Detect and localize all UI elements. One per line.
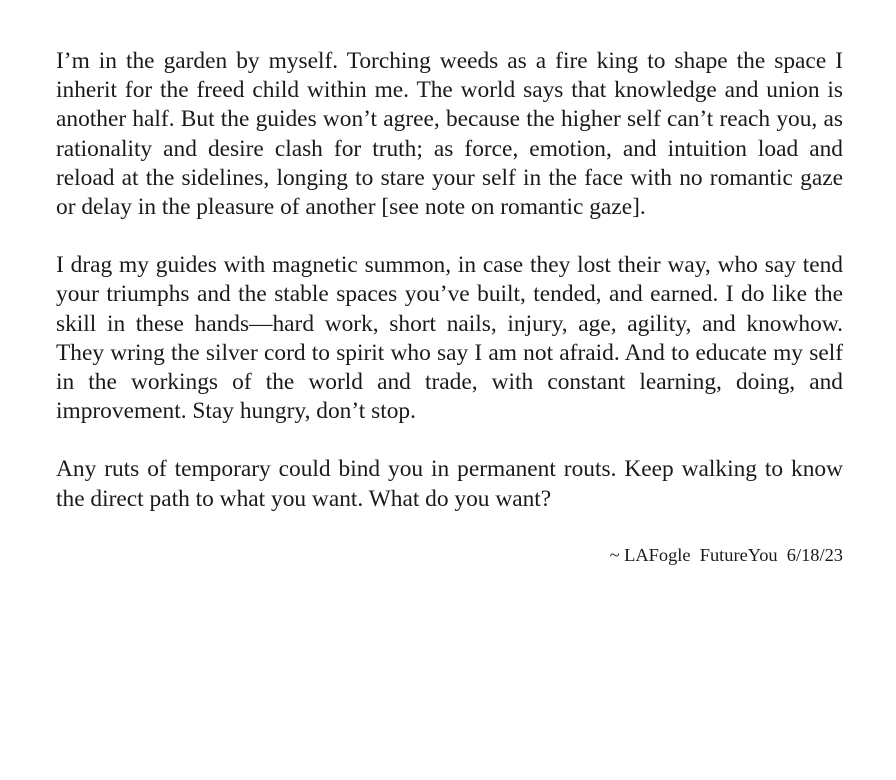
paragraph-1: I’m in the garden by myself. Torching weeds as a fire king to shape the space I inherit for the freed child within me. The world says that knowledge and union is another half. But the guides won’t agree, because the higher self can’t reach you, as rationality and desire clash for truth; as force, emotion, and intuition load and reload at the sidelines, longing to stare your self in the face with no romantic gaze or delay in the pleasure of another [see note on romantic gaze]. <box>56 48 843 221</box>
signature-line: ~ LAFogle FutureYou 6/18/23 <box>609 544 843 565</box>
document-body <box>56 47 843 567</box>
paragraph-3: Any ruts of temporary could bind you in permanent routs. Keep walking to know the direct path to what you want. What do you want? <box>56 456 843 512</box>
paragraph-2: I drag my guides with magnetic summon, in case they lost their way, who say tend your triumphs and the stable spaces you’ve built, tended, and earned. I do like the skill in these hands—hard work, short nails, injury, age, agility, and knowhow. They wring the silver cord to spirit who say I am not afraid. And to educate my self in the workings of the world and trade, with constant learning, doing, and improvement. Stay hungry, don’t stop. <box>56 252 843 425</box>
